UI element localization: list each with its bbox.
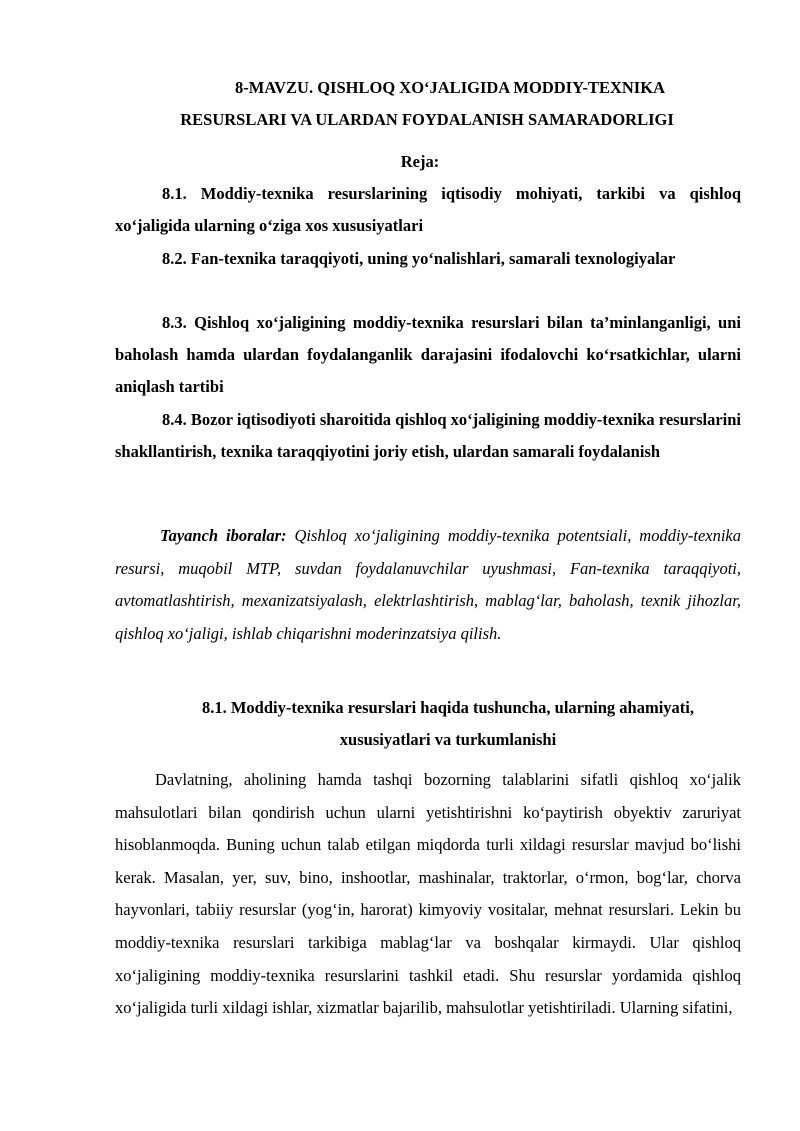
section-heading: 8.1. Moddiy-texnika resurslari haqida tushuncha, ularning ahamiyati, xususiyatlari va turkumlanishi — [201, 698, 695, 749]
plan-item — [115, 243, 741, 275]
plan-item — [115, 307, 741, 403]
keywords-text: Qishloq xoʻjaligining moddiy-texnika potentsiali, moddiy-texnika resursi, muqobil MTP, suvdan foydalanuvchilar uyushmasi, Fan-texnika taraqqiyoti, avtomatlashtirish, mexanizatsiyalash, elektrlashtirish, mablagʻlar, baholash, texnik jihozlar, qishloq xoʻjaligi, ishlab chiqarishni moderinzatsiya qilish. — [115, 526, 741, 643]
plan-item-text: Bozor iqtisodiyoti sharoitida qishloq xoʻjaligining moddiy-texnika resurslarini shakllantirish, texnika taraqqiyotini joriy etish, ulardan samarali foydalanish — [115, 410, 741, 461]
plan-item — [115, 404, 741, 468]
keywords-label: Tayanch iboralar: — [160, 526, 287, 545]
plan-heading: Reja: — [400, 152, 440, 171]
keywords-paragraph — [115, 520, 741, 650]
plan-item-text: Qishloq xoʻjaligining moddiy-texnika resurslari bilan ta’minlanganligi, uni baholash hamda ulardan foydalanganlik darajasini ifodalovchi koʻrsatkichlar, ularni aniqlash tartibi — [115, 313, 741, 396]
plan-item-number: 8.3. — [162, 313, 187, 332]
plan-item — [115, 178, 741, 242]
plan-item-number: 8.1. — [162, 184, 187, 203]
document-title-line-1: 8-MAVZU. QISHLOQ XOʻJALIGIDA MODDIY-TEXNIKA — [235, 78, 665, 97]
plan-item-text: Fan-texnika taraqqiyoti, uning yoʻnalishlari, samarali texnologiyalar — [186, 249, 676, 268]
plan-item-text: Moddiy-texnika resurslarining iqtisodiy mohiyati, tarkibi va qishloq xoʻjaligida ularning oʻziga xos xususiyatlari — [115, 184, 741, 235]
section-paragraph: Davlatning, aholining hamda tashqi bozorning talablarini sifatli qishloq xoʻjalik mahsulotlari bilan qondirish uchun ularni yetishtirishni koʻpaytirish obyektiv zaruriyat hisoblanmoqda. Buning uchun talab etilgan miqdorda turli xildagi resurslar mavjud boʻlishi kerak. Masalan, yer, suv, bino, inshootlar, mashinalar, traktorlar, oʻrmon, bogʻlar, chorva hayvonlari, tabiiy resurslar (yogʻin, harorat) kimyoviy vositalar, mehnat resurslari. Lekin bu moddiy-texnika resurslari tarkibiga mablagʻlar va boshqalar kirmaydi. Ular qishloq xoʻjaligining moddiy-texnika resurslarini tashkil etadi. Shu resurslar yordamida qishloq xoʻjaligida turli xildagi ishlar, xizmatlar bajarilib, mahsulotlar yetishtiriladi. Ularning sifatini, — [115, 770, 741, 1018]
plan-item-number: 8.2. — [162, 249, 187, 268]
plan-item-number: 8.4. — [162, 410, 187, 429]
document-title-line-2: RESURSLARI VA ULARDAN FOYDALANISH SAMARADORLIGI — [180, 110, 674, 129]
